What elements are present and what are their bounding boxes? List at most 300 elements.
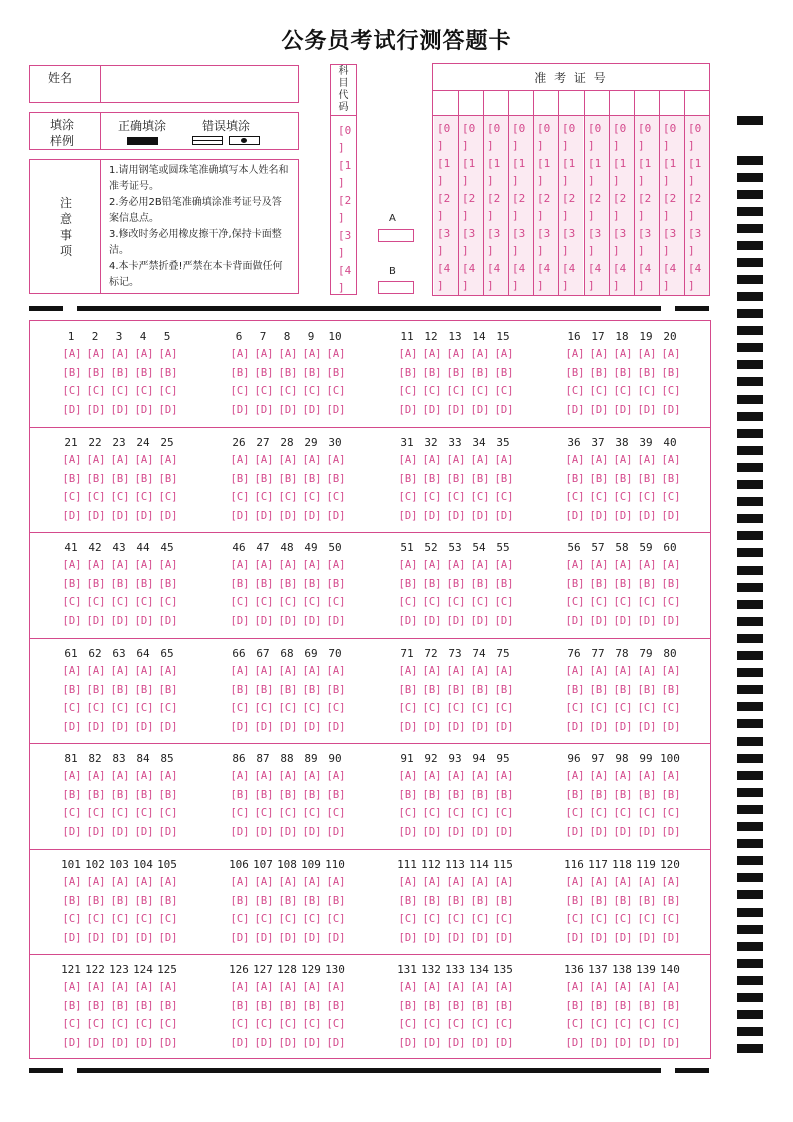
answer-bubble-b[interactable]: [B] (637, 788, 657, 801)
exam-id-digit-bubble[interactable]: [4 ] (562, 262, 576, 292)
answer-bubble-b[interactable]: [B] (637, 472, 657, 485)
answer-bubble-b[interactable]: [B] (158, 683, 178, 696)
answer-bubble-b[interactable]: [B] (230, 472, 250, 485)
exam-id-digit-bubble[interactable]: [0 ] (663, 122, 677, 152)
answer-bubble-b[interactable]: [B] (661, 577, 681, 590)
answer-bubble-a[interactable]: [A] (158, 559, 178, 571)
answer-bubble-d[interactable]: [D] (565, 509, 585, 522)
answer-bubble-d[interactable]: [D] (494, 614, 514, 627)
exam-id-digit-bubble[interactable]: [2 ] (437, 192, 451, 222)
answer-bubble-b[interactable]: [B] (302, 683, 322, 696)
answer-bubble-a[interactable]: [A] (613, 454, 633, 466)
exam-id-digit-bubble[interactable]: [4 ] (663, 262, 677, 292)
answer-bubble-d[interactable]: [D] (254, 614, 274, 627)
answer-bubble-c[interactable]: [C] (62, 913, 82, 925)
answer-bubble-c[interactable]: [C] (158, 807, 178, 819)
answer-bubble-b[interactable]: [B] (398, 999, 418, 1012)
answer-bubble-d[interactable]: [D] (589, 403, 609, 416)
answer-bubble-b[interactable]: [B] (62, 788, 82, 801)
answer-bubble-c[interactable]: [C] (422, 385, 442, 397)
answer-bubble-a[interactable]: [A] (565, 876, 585, 888)
answer-bubble-d[interactable]: [D] (278, 1036, 298, 1049)
answer-bubble-c[interactable]: [C] (422, 702, 442, 714)
exam-id-digit-bubble[interactable]: [1 ] (562, 157, 576, 187)
answer-bubble-d[interactable]: [D] (446, 403, 466, 416)
exam-id-digit-bubble[interactable]: [2 ] (462, 192, 476, 222)
answer-bubble-a[interactable]: [A] (230, 665, 250, 677)
answer-bubble-d[interactable]: [D] (565, 614, 585, 627)
answer-bubble-c[interactable]: [C] (565, 702, 585, 714)
answer-bubble-b[interactable]: [B] (86, 999, 106, 1012)
answer-bubble-a[interactable]: [A] (637, 876, 657, 888)
answer-bubble-a[interactable]: [A] (422, 876, 442, 888)
answer-bubble-b[interactable]: [B] (470, 894, 490, 907)
answer-bubble-c[interactable]: [C] (158, 596, 178, 608)
answer-bubble-c[interactable]: [C] (326, 807, 346, 819)
exam-id-digit-bubble[interactable]: [3 ] (537, 227, 551, 257)
answer-bubble-d[interactable]: [D] (158, 825, 178, 838)
answer-bubble-d[interactable]: [D] (446, 825, 466, 838)
answer-bubble-b[interactable]: [B] (661, 683, 681, 696)
answer-bubble-b[interactable]: [B] (589, 683, 609, 696)
exam-id-digit-bubble[interactable]: [0 ] (688, 122, 702, 152)
answer-bubble-d[interactable]: [D] (470, 509, 490, 522)
answer-bubble-d[interactable]: [D] (278, 720, 298, 733)
answer-bubble-a[interactable]: [A] (86, 348, 106, 360)
answer-bubble-d[interactable]: [D] (494, 403, 514, 416)
answer-bubble-b[interactable]: [B] (589, 788, 609, 801)
answer-bubble-b[interactable]: [B] (613, 577, 633, 590)
answer-bubble-d[interactable]: [D] (494, 825, 514, 838)
answer-bubble-d[interactable]: [D] (110, 614, 130, 627)
answer-bubble-d[interactable]: [D] (278, 614, 298, 627)
answer-bubble-a[interactable]: [A] (86, 981, 106, 993)
answer-bubble-b[interactable]: [B] (278, 683, 298, 696)
answer-bubble-b[interactable]: [B] (86, 894, 106, 907)
answer-bubble-c[interactable]: [C] (446, 491, 466, 503)
answer-bubble-a[interactable]: [A] (62, 454, 82, 466)
answer-bubble-c[interactable]: [C] (613, 1018, 633, 1030)
answer-bubble-b[interactable]: [B] (613, 999, 633, 1012)
answer-bubble-d[interactable]: [D] (565, 931, 585, 944)
answer-bubble-d[interactable]: [D] (158, 509, 178, 522)
answer-bubble-c[interactable]: [C] (637, 702, 657, 714)
answer-bubble-b[interactable]: [B] (326, 999, 346, 1012)
answer-bubble-d[interactable]: [D] (422, 403, 442, 416)
answer-bubble-b[interactable]: [B] (110, 894, 130, 907)
exam-id-digit-bubble[interactable]: [1 ] (487, 157, 501, 187)
answer-bubble-c[interactable]: [C] (494, 1018, 514, 1030)
answer-bubble-c[interactable]: [C] (398, 385, 418, 397)
exam-id-digit-bubble[interactable]: [4 ] (638, 262, 652, 292)
answer-bubble-b[interactable]: [B] (589, 366, 609, 379)
exam-id-digit-bubble[interactable]: [1 ] (613, 157, 627, 187)
answer-bubble-b[interactable]: [B] (326, 683, 346, 696)
answer-bubble-d[interactable]: [D] (158, 403, 178, 416)
answer-bubble-b[interactable]: [B] (326, 577, 346, 590)
answer-bubble-a[interactable]: [A] (446, 770, 466, 782)
answer-bubble-a[interactable]: [A] (278, 876, 298, 888)
answer-bubble-a[interactable]: [A] (565, 454, 585, 466)
answer-bubble-c[interactable]: [C] (62, 807, 82, 819)
answer-bubble-b[interactable]: [B] (278, 999, 298, 1012)
answer-bubble-d[interactable]: [D] (613, 1036, 633, 1049)
answer-bubble-a[interactable]: [A] (62, 876, 82, 888)
answer-bubble-c[interactable]: [C] (398, 491, 418, 503)
answer-bubble-a[interactable]: [A] (661, 454, 681, 466)
answer-bubble-c[interactable]: [C] (613, 702, 633, 714)
answer-bubble-c[interactable]: [C] (446, 385, 466, 397)
answer-bubble-d[interactable]: [D] (302, 614, 322, 627)
answer-bubble-c[interactable]: [C] (158, 491, 178, 503)
answer-bubble-d[interactable]: [D] (494, 931, 514, 944)
answer-bubble-c[interactable]: [C] (446, 807, 466, 819)
answer-bubble-d[interactable]: [D] (613, 720, 633, 733)
answer-bubble-c[interactable]: [C] (637, 1018, 657, 1030)
answer-bubble-d[interactable]: [D] (62, 614, 82, 627)
answer-bubble-d[interactable]: [D] (158, 931, 178, 944)
answer-bubble-c[interactable]: [C] (302, 702, 322, 714)
answer-bubble-b[interactable]: [B] (589, 472, 609, 485)
answer-bubble-b[interactable]: [B] (110, 999, 130, 1012)
exam-id-digit-bubble[interactable]: [4 ] (588, 262, 602, 292)
answer-bubble-b[interactable]: [B] (326, 894, 346, 907)
exam-id-digit-bubble[interactable]: [4 ] (437, 262, 451, 292)
answer-bubble-a[interactable]: [A] (86, 665, 106, 677)
answer-bubble-d[interactable]: [D] (661, 1036, 681, 1049)
answer-bubble-c[interactable]: [C] (661, 596, 681, 608)
answer-bubble-d[interactable]: [D] (589, 931, 609, 944)
answer-bubble-d[interactable]: [D] (278, 403, 298, 416)
subject-digit-bubble[interactable]: [4 ] (338, 264, 352, 294)
answer-bubble-b[interactable]: [B] (422, 472, 442, 485)
answer-bubble-c[interactable]: [C] (86, 1018, 106, 1030)
answer-bubble-d[interactable]: [D] (613, 509, 633, 522)
answer-bubble-b[interactable]: [B] (565, 472, 585, 485)
exam-id-digit-bubble[interactable]: [0 ] (638, 122, 652, 152)
answer-bubble-b[interactable]: [B] (62, 894, 82, 907)
answer-bubble-b[interactable]: [B] (230, 894, 250, 907)
exam-id-digit-bubble[interactable]: [3 ] (688, 227, 702, 257)
answer-bubble-d[interactable]: [D] (326, 403, 346, 416)
answer-bubble-c[interactable]: [C] (110, 596, 130, 608)
answer-bubble-d[interactable]: [D] (302, 403, 322, 416)
name-input-area[interactable] (102, 67, 296, 101)
answer-bubble-b[interactable]: [B] (302, 472, 322, 485)
answer-bubble-a[interactable]: [A] (494, 665, 514, 677)
answer-bubble-d[interactable]: [D] (398, 1036, 418, 1049)
subject-option-b-box[interactable] (378, 281, 414, 294)
answer-bubble-d[interactable]: [D] (613, 825, 633, 838)
answer-bubble-b[interactable]: [B] (134, 366, 154, 379)
answer-bubble-c[interactable]: [C] (589, 807, 609, 819)
answer-bubble-d[interactable]: [D] (158, 1036, 178, 1049)
answer-bubble-d[interactable]: [D] (86, 614, 106, 627)
answer-bubble-b[interactable]: [B] (446, 894, 466, 907)
answer-bubble-a[interactable]: [A] (302, 348, 322, 360)
answer-bubble-c[interactable]: [C] (254, 702, 274, 714)
answer-bubble-d[interactable]: [D] (613, 931, 633, 944)
answer-bubble-b[interactable]: [B] (589, 577, 609, 590)
exam-id-digit-bubble[interactable]: [3 ] (462, 227, 476, 257)
answer-bubble-b[interactable]: [B] (422, 999, 442, 1012)
answer-bubble-d[interactable]: [D] (134, 931, 154, 944)
answer-bubble-a[interactable]: [A] (613, 348, 633, 360)
answer-bubble-d[interactable]: [D] (86, 509, 106, 522)
answer-bubble-b[interactable]: [B] (254, 999, 274, 1012)
answer-bubble-d[interactable]: [D] (637, 614, 657, 627)
answer-bubble-d[interactable]: [D] (134, 825, 154, 838)
exam-id-digit-bubble[interactable]: [2 ] (487, 192, 501, 222)
answer-bubble-d[interactable]: [D] (589, 720, 609, 733)
answer-bubble-d[interactable]: [D] (494, 1036, 514, 1049)
answer-bubble-d[interactable]: [D] (422, 614, 442, 627)
answer-bubble-d[interactable]: [D] (470, 825, 490, 838)
answer-bubble-a[interactable]: [A] (302, 559, 322, 571)
answer-bubble-a[interactable]: [A] (278, 981, 298, 993)
answer-bubble-b[interactable]: [B] (637, 999, 657, 1012)
answer-bubble-b[interactable]: [B] (637, 366, 657, 379)
answer-bubble-c[interactable]: [C] (613, 913, 633, 925)
answer-bubble-b[interactable]: [B] (254, 788, 274, 801)
answer-bubble-c[interactable]: [C] (134, 1018, 154, 1030)
answer-bubble-a[interactable]: [A] (134, 559, 154, 571)
answer-bubble-b[interactable]: [B] (565, 894, 585, 907)
answer-bubble-a[interactable]: [A] (158, 348, 178, 360)
answer-bubble-b[interactable]: [B] (446, 788, 466, 801)
answer-bubble-b[interactable]: [B] (637, 577, 657, 590)
answer-bubble-a[interactable]: [A] (62, 559, 82, 571)
answer-bubble-b[interactable]: [B] (278, 366, 298, 379)
answer-bubble-a[interactable]: [A] (230, 454, 250, 466)
answer-bubble-b[interactable]: [B] (565, 366, 585, 379)
exam-id-digit-bubble[interactable]: [1 ] (688, 157, 702, 187)
answer-bubble-a[interactable]: [A] (494, 876, 514, 888)
answer-bubble-a[interactable]: [A] (254, 348, 274, 360)
answer-bubble-a[interactable]: [A] (637, 981, 657, 993)
answer-bubble-a[interactable]: [A] (134, 665, 154, 677)
answer-bubble-c[interactable]: [C] (134, 491, 154, 503)
answer-bubble-c[interactable]: [C] (278, 702, 298, 714)
answer-bubble-b[interactable]: [B] (589, 999, 609, 1012)
answer-bubble-c[interactable]: [C] (589, 913, 609, 925)
answer-bubble-d[interactable]: [D] (134, 1036, 154, 1049)
answer-bubble-b[interactable]: [B] (422, 788, 442, 801)
answer-bubble-a[interactable]: [A] (62, 981, 82, 993)
answer-bubble-c[interactable]: [C] (470, 702, 490, 714)
answer-bubble-a[interactable]: [A] (446, 454, 466, 466)
answer-bubble-a[interactable]: [A] (110, 454, 130, 466)
answer-bubble-c[interactable]: [C] (110, 491, 130, 503)
answer-bubble-d[interactable]: [D] (254, 509, 274, 522)
answer-bubble-c[interactable]: [C] (565, 913, 585, 925)
answer-bubble-c[interactable]: [C] (637, 807, 657, 819)
answer-bubble-a[interactable]: [A] (613, 559, 633, 571)
answer-bubble-a[interactable]: [A] (278, 454, 298, 466)
answer-bubble-b[interactable]: [B] (398, 683, 418, 696)
answer-bubble-b[interactable]: [B] (86, 683, 106, 696)
answer-bubble-c[interactable]: [C] (446, 1018, 466, 1030)
answer-bubble-b[interactable]: [B] (110, 472, 130, 485)
answer-bubble-c[interactable]: [C] (158, 702, 178, 714)
answer-bubble-a[interactable]: [A] (446, 559, 466, 571)
answer-bubble-b[interactable]: [B] (661, 788, 681, 801)
exam-id-digit-bubble[interactable]: [1 ] (663, 157, 677, 187)
answer-bubble-a[interactable]: [A] (398, 770, 418, 782)
answer-bubble-a[interactable]: [A] (158, 981, 178, 993)
answer-bubble-b[interactable]: [B] (494, 577, 514, 590)
answer-bubble-a[interactable]: [A] (86, 454, 106, 466)
answer-bubble-d[interactable]: [D] (398, 720, 418, 733)
subject-digit-bubble[interactable]: [3 ] (338, 229, 352, 259)
answer-bubble-d[interactable]: [D] (230, 931, 250, 944)
answer-bubble-b[interactable]: [B] (494, 999, 514, 1012)
answer-bubble-b[interactable]: [B] (302, 788, 322, 801)
answer-bubble-b[interactable]: [B] (62, 577, 82, 590)
answer-bubble-a[interactable]: [A] (398, 559, 418, 571)
answer-bubble-b[interactable]: [B] (158, 788, 178, 801)
exam-id-digit-bubble[interactable]: [0 ] (588, 122, 602, 152)
answer-bubble-a[interactable]: [A] (158, 665, 178, 677)
answer-bubble-b[interactable]: [B] (158, 577, 178, 590)
answer-bubble-c[interactable]: [C] (422, 1018, 442, 1030)
answer-bubble-d[interactable]: [D] (278, 931, 298, 944)
answer-bubble-a[interactable]: [A] (422, 559, 442, 571)
answer-bubble-c[interactable]: [C] (613, 491, 633, 503)
answer-bubble-a[interactable]: [A] (278, 559, 298, 571)
answer-bubble-a[interactable]: [A] (278, 665, 298, 677)
answer-bubble-a[interactable]: [A] (494, 454, 514, 466)
answer-bubble-a[interactable]: [A] (613, 981, 633, 993)
answer-bubble-a[interactable]: [A] (134, 770, 154, 782)
answer-bubble-b[interactable]: [B] (86, 788, 106, 801)
exam-id-digit-bubble[interactable]: [4 ] (487, 262, 501, 292)
answer-bubble-c[interactable]: [C] (278, 385, 298, 397)
exam-id-digit-bubble[interactable]: [3 ] (562, 227, 576, 257)
answer-bubble-a[interactable]: [A] (470, 454, 490, 466)
answer-bubble-c[interactable]: [C] (637, 596, 657, 608)
answer-bubble-d[interactable]: [D] (470, 614, 490, 627)
answer-bubble-d[interactable]: [D] (158, 720, 178, 733)
exam-id-digit-bubble[interactable]: [2 ] (613, 192, 627, 222)
answer-bubble-c[interactable]: [C] (494, 385, 514, 397)
answer-bubble-c[interactable]: [C] (158, 913, 178, 925)
exam-id-digit-bubble[interactable]: [2 ] (562, 192, 576, 222)
answer-bubble-d[interactable]: [D] (422, 825, 442, 838)
answer-bubble-a[interactable]: [A] (637, 348, 657, 360)
answer-bubble-b[interactable]: [B] (613, 683, 633, 696)
answer-bubble-c[interactable]: [C] (637, 913, 657, 925)
answer-bubble-c[interactable]: [C] (230, 807, 250, 819)
answer-bubble-c[interactable]: [C] (470, 596, 490, 608)
answer-bubble-d[interactable]: [D] (589, 614, 609, 627)
answer-bubble-a[interactable]: [A] (302, 454, 322, 466)
answer-bubble-b[interactable]: [B] (158, 472, 178, 485)
answer-bubble-c[interactable]: [C] (565, 491, 585, 503)
answer-bubble-a[interactable]: [A] (398, 665, 418, 677)
answer-bubble-c[interactable]: [C] (134, 807, 154, 819)
answer-bubble-d[interactable]: [D] (446, 1036, 466, 1049)
answer-bubble-b[interactable]: [B] (62, 366, 82, 379)
answer-bubble-d[interactable]: [D] (326, 931, 346, 944)
answer-bubble-b[interactable]: [B] (230, 788, 250, 801)
answer-bubble-a[interactable]: [A] (446, 981, 466, 993)
answer-bubble-a[interactable]: [A] (254, 876, 274, 888)
answer-bubble-a[interactable]: [A] (422, 665, 442, 677)
answer-bubble-b[interactable]: [B] (158, 366, 178, 379)
answer-bubble-d[interactable]: [D] (110, 720, 130, 733)
answer-bubble-b[interactable]: [B] (278, 788, 298, 801)
answer-bubble-b[interactable]: [B] (565, 683, 585, 696)
answer-bubble-a[interactable]: [A] (326, 770, 346, 782)
answer-bubble-d[interactable]: [D] (134, 509, 154, 522)
answer-bubble-d[interactable]: [D] (470, 403, 490, 416)
answer-bubble-c[interactable]: [C] (230, 491, 250, 503)
answer-bubble-d[interactable]: [D] (254, 720, 274, 733)
answer-bubble-b[interactable]: [B] (446, 999, 466, 1012)
answer-bubble-a[interactable]: [A] (589, 454, 609, 466)
answer-bubble-b[interactable]: [B] (110, 683, 130, 696)
answer-bubble-c[interactable]: [C] (398, 1018, 418, 1030)
answer-bubble-a[interactable]: [A] (254, 770, 274, 782)
answer-bubble-d[interactable]: [D] (326, 1036, 346, 1049)
answer-bubble-d[interactable]: [D] (230, 720, 250, 733)
answer-bubble-a[interactable]: [A] (110, 770, 130, 782)
answer-bubble-c[interactable]: [C] (86, 913, 106, 925)
answer-bubble-c[interactable]: [C] (86, 807, 106, 819)
answer-bubble-d[interactable]: [D] (86, 1036, 106, 1049)
answer-bubble-b[interactable]: [B] (470, 577, 490, 590)
answer-bubble-c[interactable]: [C] (422, 491, 442, 503)
exam-id-digit-bubble[interactable]: [4 ] (512, 262, 526, 292)
exam-id-digit-bubble[interactable]: [4 ] (462, 262, 476, 292)
answer-bubble-b[interactable]: [B] (446, 683, 466, 696)
answer-bubble-d[interactable]: [D] (254, 825, 274, 838)
answer-bubble-a[interactable]: [A] (326, 454, 346, 466)
answer-bubble-b[interactable]: [B] (470, 683, 490, 696)
answer-bubble-c[interactable]: [C] (302, 807, 322, 819)
answer-bubble-c[interactable]: [C] (470, 491, 490, 503)
answer-bubble-d[interactable]: [D] (494, 509, 514, 522)
exam-id-digit-bubble[interactable]: [2 ] (688, 192, 702, 222)
answer-bubble-b[interactable]: [B] (134, 999, 154, 1012)
answer-bubble-a[interactable]: [A] (565, 770, 585, 782)
answer-bubble-d[interactable]: [D] (134, 614, 154, 627)
answer-bubble-d[interactable]: [D] (422, 1036, 442, 1049)
answer-bubble-c[interactable]: [C] (278, 596, 298, 608)
answer-bubble-b[interactable]: [B] (254, 577, 274, 590)
answer-bubble-b[interactable]: [B] (110, 577, 130, 590)
answer-bubble-d[interactable]: [D] (470, 720, 490, 733)
exam-id-digit-bubble[interactable]: [3 ] (487, 227, 501, 257)
answer-bubble-d[interactable]: [D] (134, 720, 154, 733)
exam-id-digit-bubble[interactable]: [0 ] (613, 122, 627, 152)
answer-bubble-d[interactable]: [D] (326, 509, 346, 522)
answer-bubble-d[interactable]: [D] (661, 614, 681, 627)
answer-bubble-b[interactable]: [B] (398, 894, 418, 907)
answer-bubble-d[interactable]: [D] (110, 1036, 130, 1049)
answer-bubble-c[interactable]: [C] (254, 1018, 274, 1030)
answer-bubble-b[interactable]: [B] (134, 683, 154, 696)
answer-bubble-b[interactable]: [B] (494, 683, 514, 696)
answer-bubble-c[interactable]: [C] (230, 913, 250, 925)
answer-bubble-d[interactable]: [D] (398, 403, 418, 416)
exam-id-digit-bubble[interactable]: [3 ] (588, 227, 602, 257)
answer-bubble-b[interactable]: [B] (134, 577, 154, 590)
answer-bubble-c[interactable]: [C] (158, 1018, 178, 1030)
answer-bubble-c[interactable]: [C] (230, 702, 250, 714)
answer-bubble-a[interactable]: [A] (278, 770, 298, 782)
